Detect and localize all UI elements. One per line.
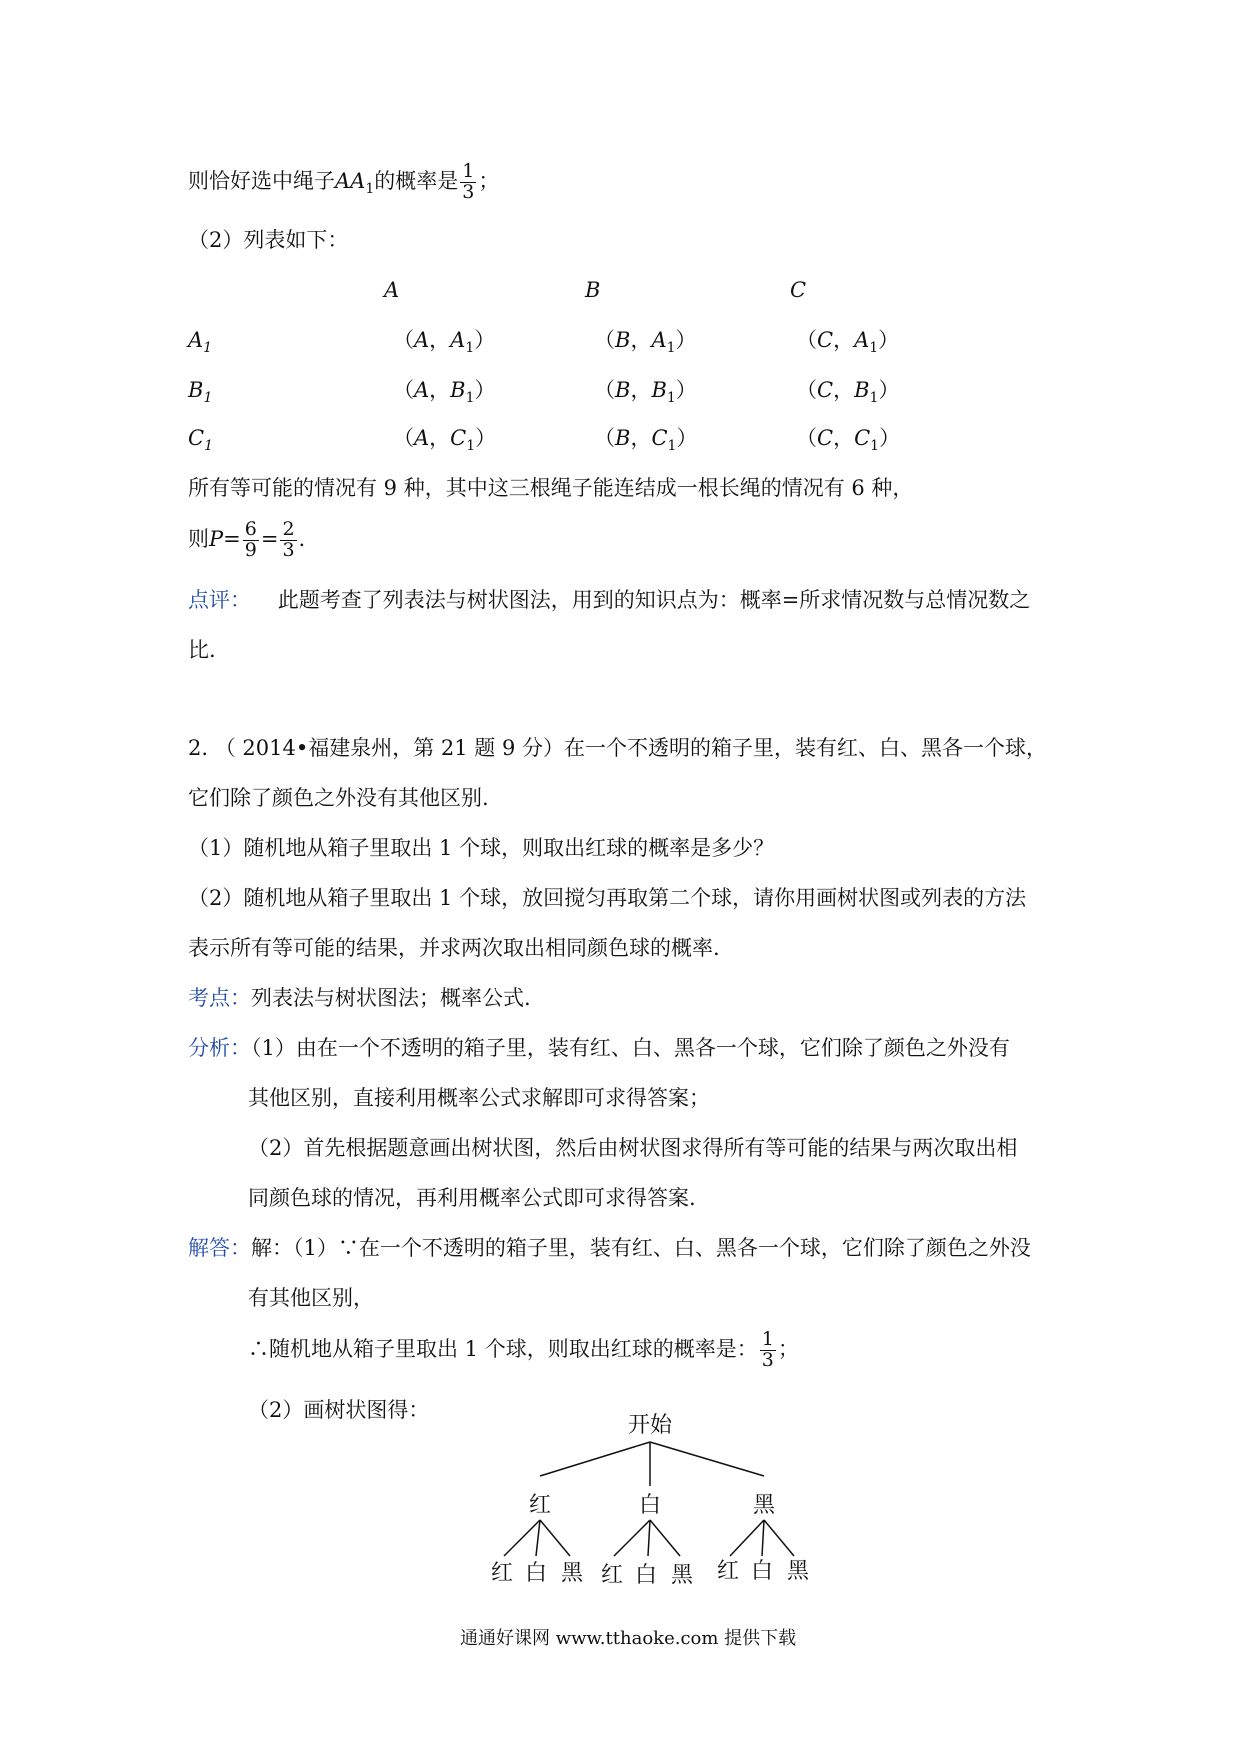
frac-num: 2 (282, 518, 295, 540)
prev-line1 (188, 162, 499, 203)
jieda-line4: （2）画树状图得： (248, 1398, 430, 1422)
part2-heading: （2）列表如下： (188, 228, 349, 252)
edge-root-red (540, 1442, 650, 1476)
tree-leaf: 红 (600, 1563, 624, 1588)
row-head-sub: 1 (203, 340, 213, 357)
tree-leaf: 黑 (560, 1561, 584, 1586)
edge (536, 1520, 540, 1556)
edge (764, 1520, 794, 1556)
edge (762, 1520, 764, 1556)
cell-c-a1: （C，$A_1$） (796, 328, 900, 357)
jieda-line3 (248, 1330, 799, 1371)
cell-sub: 1 (466, 438, 476, 455)
frac-den: 3 (462, 180, 475, 203)
tree-leaf: 白 (634, 1563, 658, 1588)
edge-root-black (650, 1442, 764, 1476)
cell-y: C (854, 426, 871, 450)
cell-sub: 1 (666, 390, 676, 407)
cell-x: B (615, 426, 631, 450)
fraction-one-third (460, 162, 476, 203)
col-head-a: A (384, 278, 400, 302)
summary-line: 所有等可能的情况有 9 种，其中这三根绳子能连结成一根长绳的情况有 6 种， (188, 476, 914, 500)
rope-sub: 1 (365, 181, 375, 198)
cell-b-b1: （B，$B_1$） (594, 378, 697, 407)
edge (614, 1520, 650, 1556)
cell-sub: 1 (666, 340, 676, 357)
p-eq2: = (260, 526, 279, 551)
edge (504, 1520, 540, 1556)
cell-y: C (450, 426, 467, 450)
cell-b-a1: （B，$A_1$） (594, 328, 697, 357)
fraction-two-thirds (280, 520, 296, 561)
cell-sub: 1 (870, 438, 880, 455)
tree-leaf: 红 (716, 1559, 740, 1584)
edge (650, 1520, 680, 1556)
row-head-b1 (188, 380, 212, 405)
cell-x: B (615, 328, 631, 352)
prev-line1-mid: 的概率是 (374, 168, 459, 193)
comment-line1 (188, 590, 1030, 611)
cell-a-a1: （A，$A_1$） (393, 328, 496, 357)
cell-y: B (450, 378, 466, 402)
col-head-c: C (790, 278, 807, 302)
fraction-one-third (760, 1330, 776, 1371)
prev-line1-end: ； (478, 168, 500, 193)
rope-var: AA (335, 168, 366, 193)
cell-sub: 1 (465, 340, 475, 357)
frac-num: 1 (462, 160, 475, 182)
col-head-b: B (585, 278, 601, 302)
jieda-label: 解答： (188, 1236, 251, 1260)
fraction-six-ninths (243, 520, 259, 561)
jieda-line2: 有其他区别， (248, 1286, 374, 1310)
fenxi-line2: 其他区别，直接利用概率公式求解即可求得答案； (248, 1086, 710, 1110)
cell-b-c1: （B，$C_1$） (594, 426, 698, 455)
frac-num: 6 (244, 518, 257, 540)
frac-den: 3 (761, 1348, 774, 1371)
comment-label: 点评： (188, 588, 251, 612)
q2-part2-line1: （2）随机地从箱子里取出 1 个球，放回搅匀再取第二个球，请你用画树状图或列表的方法 (188, 886, 1027, 910)
cell-x: A (414, 328, 430, 352)
q2-line2: 它们除了颜色之外没有其他区别. (188, 786, 489, 810)
cell-y: B (651, 378, 667, 402)
fenxi-text: （1）由在一个不透明的箱子里，装有红、白、黑各一个球，它们除了颜色之外没有 (251, 1036, 1010, 1060)
p-prefix: 则 (188, 526, 209, 551)
tree-root: 开始 (627, 1413, 673, 1438)
edge (730, 1520, 764, 1556)
frac-den: 9 (244, 538, 257, 561)
row-head-letter: A (188, 328, 204, 352)
row-head-letter: C (188, 426, 205, 450)
row-head-c1 (188, 428, 213, 453)
cell-a-c1: （A，$C_1$） (393, 426, 497, 455)
tree-l1-white: 白 (638, 1493, 662, 1518)
row-head-a1 (188, 330, 212, 355)
jieda-line1 (188, 1238, 1031, 1259)
tree-leaf: 红 (490, 1561, 514, 1586)
cell-x: C (817, 378, 834, 402)
tree-leaf: 白 (750, 1559, 774, 1584)
cell-x: A (414, 378, 430, 402)
fenxi-line3: （2）首先根据题意画出树状图，然后由树状图求得所有等可能的结果与两次取出相 (248, 1136, 1018, 1160)
row-head-sub: 1 (204, 438, 213, 455)
cell-y: B (854, 378, 870, 402)
row-head-letter: B (188, 378, 204, 402)
cell-c-b1: （C，$B_1$） (796, 378, 900, 407)
footer-watermark: 通通好课网 www.tthaoke.com 提供下载 (460, 1628, 797, 1649)
tree-l1-red: 红 (528, 1493, 552, 1518)
q2-part2-line2: 表示所有等可能的结果，并求两次取出相同颜色球的概率. (188, 936, 720, 960)
edge (540, 1520, 570, 1556)
frac-num: 1 (761, 1328, 774, 1350)
tree-leaf: 黑 (670, 1563, 694, 1588)
edge (648, 1520, 650, 1556)
cell-sub: 1 (667, 438, 677, 455)
cell-y: A (450, 328, 466, 352)
cell-sub: 1 (869, 340, 879, 357)
cell-y: A (651, 328, 667, 352)
cell-x: A (414, 426, 430, 450)
tree-leaf: 黑 (786, 1559, 810, 1584)
comment-line2: 比. (188, 638, 216, 662)
probability-line (188, 520, 305, 561)
q2-part1: （1）随机地从箱子里取出 1 个球，则取出红球的概率是多少？ (188, 836, 775, 860)
kaodian-text: 列表法与树状图法；概率公式. (251, 986, 531, 1010)
prev-line1-text: 则恰好选中绳子 (188, 168, 335, 193)
jieda-text: 解：（1）∵在一个不透明的箱子里，装有红、白、黑各一个球，它们除了颜色之外没 (251, 1236, 1031, 1260)
p-eq: = (223, 526, 241, 551)
frac-den: 3 (282, 538, 295, 561)
cell-y: C (651, 426, 668, 450)
fenxi-label: 分析： (188, 1036, 251, 1060)
kaodian-line (188, 988, 531, 1009)
cell-c-c1: （C，$C_1$） (796, 426, 901, 455)
row-head-sub: 1 (203, 390, 213, 407)
cell-y: A (854, 328, 870, 352)
tree-l1-black: 黑 (752, 1493, 776, 1518)
jieda-text: ∴随机地从箱子里取出 1 个球，则取出红球的概率是： (248, 1336, 758, 1361)
cell-x: C (817, 426, 834, 450)
fenxi-line1 (188, 1038, 1010, 1059)
comment-text: 此题考查了列表法与树状图法，用到的知识点为：概率=所求情况数与总情况数之 (277, 588, 1031, 612)
kaodian-label: 考点： (188, 986, 251, 1010)
tree-diagram (480, 1410, 840, 1590)
p-end: . (298, 526, 306, 551)
jieda-end: ； (777, 1336, 799, 1361)
cell-sub: 1 (465, 390, 475, 407)
fenxi-line4: 同颜色球的情况，再利用概率公式即可求得答案. (248, 1186, 696, 1210)
cell-sub: 1 (869, 390, 879, 407)
p-var: P (209, 526, 224, 551)
cell-x: C (817, 328, 834, 352)
cell-x: B (615, 378, 631, 402)
cell-a-b1: （A，$B_1$） (393, 378, 496, 407)
tree-leaf: 白 (524, 1561, 548, 1586)
q2-line1: 2. （ 2014•福建泉州，第 21 题 9 分）在一个不透明的箱子里，装有红、白、黑各一个球， (188, 736, 1047, 760)
